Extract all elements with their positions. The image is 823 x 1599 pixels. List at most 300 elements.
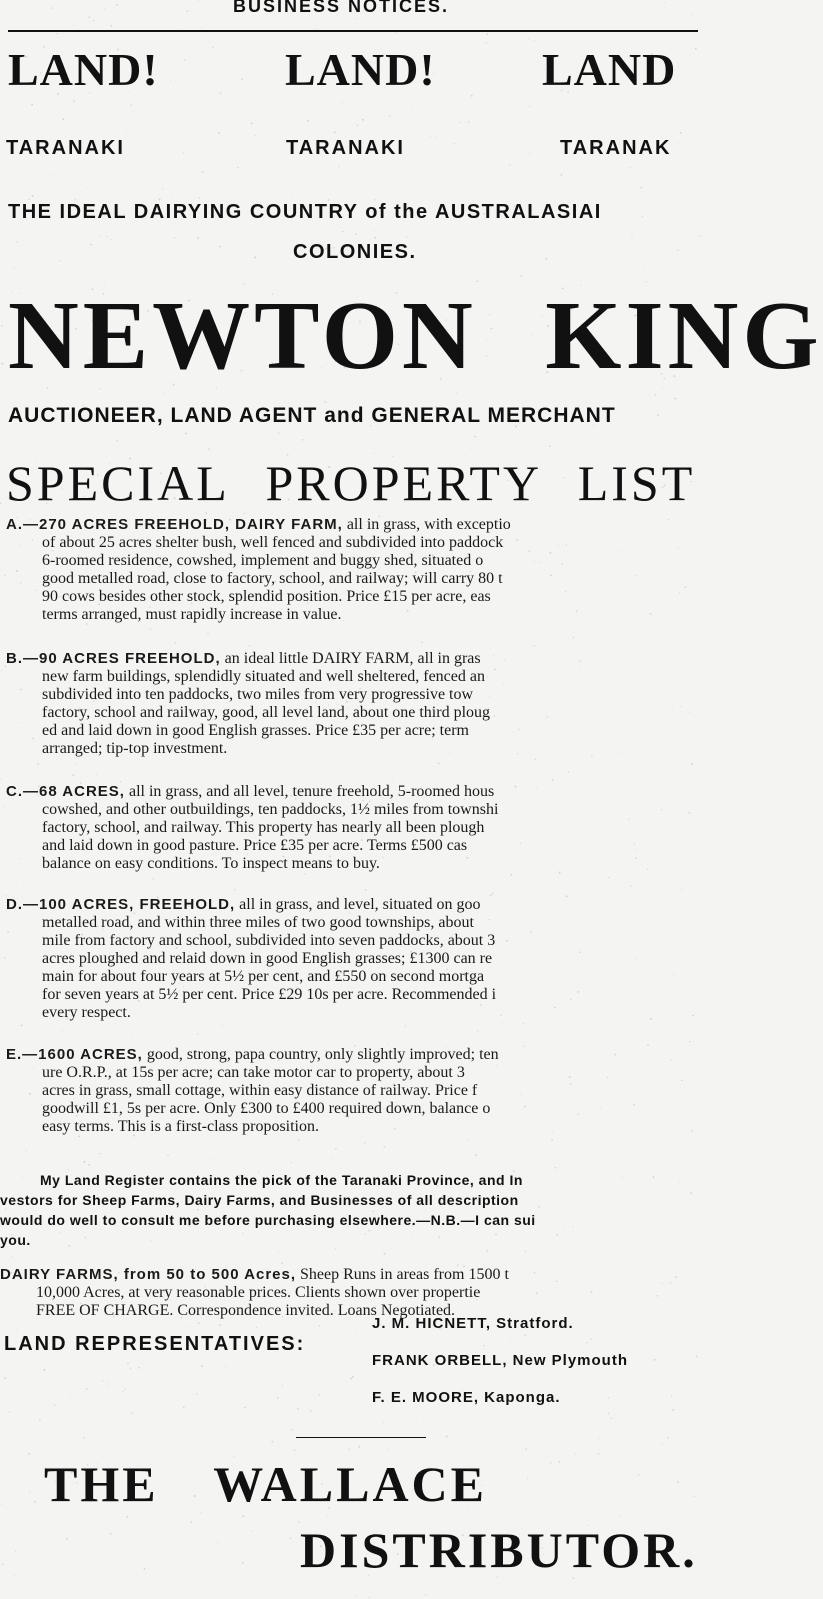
paper-speck — [338, 166, 339, 167]
paper-speck — [177, 158, 178, 159]
paper-speck — [334, 131, 336, 133]
tagline-line-2: COLONIES. — [293, 241, 417, 263]
paper-speck — [0, 778, 1, 779]
paper-speck — [392, 779, 393, 780]
paper-speck — [234, 889, 235, 890]
paper-speck — [120, 781, 121, 782]
paper-speck — [107, 236, 108, 237]
listing-line: terms arranged, must rapidly increase in value. — [42, 606, 342, 623]
listing-a — [6, 516, 726, 624]
paper-speck — [116, 4, 118, 6]
paper-speck — [219, 246, 221, 248]
paper-speck — [549, 445, 551, 447]
listing-text: all in grass, and level, situated on goo — [235, 896, 481, 913]
paper-speck — [524, 1335, 526, 1337]
dairy-line: FREE OF CHARGE. Correspondence invited. Loans Negotiated. — [36, 1302, 456, 1319]
listing-line: cowshed, and other outbuildings, ten paddocks, 1½ miles from townshi — [42, 801, 499, 818]
paper-speck — [278, 1251, 279, 1252]
paper-speck — [197, 237, 199, 239]
paper-speck — [555, 1167, 557, 1169]
paper-speck — [58, 109, 59, 110]
listing-line: main for about four years at 5½ per cent, and £550 on second mortga — [42, 968, 485, 985]
paper-speck — [568, 771, 569, 772]
paper-speck — [256, 1327, 257, 1328]
register-line: would do well to consult me before purchasing elsewhere.—N.B.—I can sui — [0, 1212, 536, 1228]
paper-speck — [642, 216, 643, 217]
paper-speck — [110, 25, 112, 27]
paper-speck — [84, 1161, 86, 1163]
listing-text: all in grass, and all level, tenure freehold, 5-roomed hous — [124, 783, 495, 800]
listing-text: an ideal little DAIRY FARM, all in gras — [220, 650, 481, 667]
paper-speck — [255, 135, 256, 136]
taranaki-label-3: TARANAK — [560, 137, 672, 159]
paper-speck — [477, 1030, 478, 1031]
paper-speck — [207, 633, 208, 634]
paper-speck — [39, 1420, 41, 1422]
paper-speck — [1, 363, 3, 365]
paper-speck — [291, 1162, 292, 1163]
paper-speck — [132, 1037, 133, 1038]
paper-speck — [545, 258, 547, 260]
paper-speck — [620, 1515, 621, 1516]
listing-line: balance on easy conditions. To inspect means to buy. — [42, 855, 380, 872]
listing-c — [6, 783, 726, 873]
paper-speck — [630, 885, 631, 886]
paper-speck — [174, 237, 175, 238]
paper-speck — [695, 48, 697, 50]
paper-speck — [341, 102, 342, 103]
paper-speck — [299, 1422, 300, 1423]
listing-e — [6, 1046, 726, 1136]
paper-speck — [355, 1328, 356, 1329]
paper-speck — [208, 448, 210, 450]
listing-line: 6-roomed residence, cowshed, implement and buggy shed, situated o — [42, 552, 484, 569]
paper-speck — [200, 258, 201, 259]
paper-speck — [319, 1394, 320, 1395]
paper-speck — [277, 1397, 279, 1399]
paper-speck — [546, 98, 547, 99]
listing-line: mile from factory and school, subdivided into seven paddocks, about 3 — [42, 932, 496, 949]
paper-speck — [125, 4, 126, 5]
listing-line: for seven years at 5½ per cent. Price £29 10s per acre. Recommended i — [42, 986, 497, 1003]
register-line: vestors for Sheep Farms, Dairy Farms, and Businesses of all description — [0, 1192, 519, 1208]
listing-line: subdivided into ten paddocks, two miles from very progressive tow — [42, 686, 474, 703]
paper-speck — [244, 1407, 246, 1409]
paper-speck — [205, 512, 207, 514]
paper-speck — [88, 16, 90, 18]
paper-speck — [12, 116, 13, 117]
paper-speck — [75, 199, 76, 200]
paper-speck — [421, 642, 423, 644]
paper-speck — [341, 447, 342, 448]
paper-speck — [97, 261, 98, 262]
paper-speck — [34, 1501, 36, 1503]
paper-speck — [348, 1449, 350, 1451]
paper-speck — [551, 1139, 553, 1141]
paper-speck — [241, 79, 243, 81]
paper-speck — [454, 143, 455, 144]
paper-speck — [534, 645, 535, 646]
listing-text: good, strong, papa country, only slightly improved; ten — [142, 1046, 499, 1063]
paper-speck — [357, 125, 358, 126]
paper-speck — [130, 1368, 131, 1369]
listing-line: acres in grass, small cottage, within easy distance of railway. Price f — [42, 1082, 478, 1099]
listing-line: good metalled road, close to factory, school, and railway; will carry 80 t — [42, 570, 503, 587]
paper-speck — [672, 1409, 674, 1411]
paper-speck — [244, 513, 245, 514]
listing-d — [6, 896, 726, 1022]
paper-speck — [237, 167, 239, 169]
listing-text: all in grass, with exceptio — [342, 516, 511, 533]
paper-speck — [70, 1397, 71, 1398]
paper-speck — [281, 1262, 283, 1264]
paper-speck — [272, 1441, 274, 1443]
listing-line: goodwill £1, 5s per acre. Only £300 to £400 required down, balance o — [42, 1100, 491, 1117]
paper-speck — [529, 153, 530, 154]
paper-speck — [325, 401, 327, 403]
paper-speck — [471, 95, 473, 97]
paper-speck — [72, 774, 74, 776]
paper-speck — [119, 1417, 120, 1418]
paper-speck — [3, 806, 4, 807]
paper-speck — [396, 32, 397, 33]
paper-speck — [62, 1030, 63, 1031]
representatives-label: LAND REPRESENTATIVES: — [4, 1333, 306, 1355]
paper-speck — [53, 175, 54, 176]
paper-speck — [657, 414, 659, 416]
paper-speck — [671, 1396, 672, 1397]
paper-speck — [509, 164, 510, 165]
paper-speck — [677, 249, 678, 250]
paper-speck — [196, 1393, 197, 1394]
paper-speck — [93, 1428, 94, 1429]
paper-speck — [188, 2, 189, 3]
paper-speck — [662, 1443, 663, 1444]
paper-speck — [162, 188, 163, 189]
paper-speck — [699, 22, 700, 23]
next-ad-title-line-1: THE WALLACE — [44, 1456, 488, 1512]
paper-speck — [677, 1428, 678, 1429]
listing-line: of about 25 acres shelter bush, well fenced and subdivided into paddock — [42, 534, 504, 551]
paper-speck — [356, 1595, 357, 1596]
paper-speck — [225, 1366, 226, 1367]
paper-speck — [63, 118, 65, 120]
paper-speck — [219, 1324, 221, 1326]
listing-line: 90 cows besides other stock, splendid position. Price £15 per acre, eas — [42, 588, 491, 605]
paper-speck — [117, 440, 118, 441]
paper-speck — [107, 1383, 108, 1384]
paper-speck — [251, 122, 253, 124]
paper-speck — [73, 25, 74, 26]
paper-speck — [608, 877, 609, 878]
paper-speck — [681, 889, 682, 890]
paper-speck — [32, 195, 34, 197]
paper-speck — [4, 1377, 6, 1379]
paper-speck — [430, 136, 431, 137]
paper-speck — [83, 1437, 85, 1439]
paper-speck — [475, 1154, 477, 1156]
listing-lead: E.—1600 ACRES, — [6, 1046, 143, 1063]
paper-speck — [689, 1041, 690, 1042]
listing-lead: B.—90 ACRES FREEHOLD, — [6, 650, 221, 667]
taranaki-label-2: TARANAKI — [286, 137, 405, 159]
listing-line: easy terms. This is a first-class proposition. — [42, 1118, 319, 1135]
paper-speck — [294, 1449, 296, 1451]
paper-speck — [170, 81, 171, 82]
paper-speck — [529, 106, 530, 107]
listing-line: and laid down in good pasture. Price £35 per acre. Terms £500 cas — [42, 837, 468, 854]
advertiser-name: NEWTON KING — [8, 282, 823, 390]
paper-speck — [249, 645, 251, 647]
paper-speck — [150, 629, 152, 631]
paper-speck — [523, 763, 524, 764]
paper-speck — [29, 1491, 30, 1492]
paper-speck — [51, 7, 52, 8]
paper-speck — [655, 394, 657, 396]
paper-speck — [460, 122, 461, 123]
paper-speck — [215, 105, 216, 106]
paper-speck — [191, 1521, 193, 1523]
representative-name: F. E. MOORE, Kaponga. — [372, 1389, 561, 1406]
listing-line: ure O.R.P., at 15s per acre; can take motor car to property, about 3 — [42, 1064, 465, 1081]
paper-speck — [254, 257, 256, 259]
listing-line: every respect. — [42, 1004, 131, 1021]
paper-speck — [138, 1367, 140, 1369]
paper-speck — [215, 1428, 216, 1429]
taranaki-label-1: TARANAKI — [6, 137, 125, 159]
paper-speck — [75, 252, 76, 253]
paper-speck — [674, 398, 676, 400]
paper-speck — [468, 121, 470, 123]
paper-speck — [282, 1385, 283, 1386]
paper-speck — [364, 1142, 365, 1143]
paper-speck — [365, 889, 367, 891]
paper-speck — [356, 1579, 357, 1580]
paper-speck — [1, 325, 2, 326]
paper-speck — [210, 1158, 211, 1159]
listing-line: factory, school and railway, good, all level land, about one third ploug — [42, 704, 491, 721]
paper-speck — [319, 1325, 321, 1327]
paper-speck — [528, 39, 529, 40]
paper-speck — [86, 1388, 88, 1390]
paper-speck — [31, 104, 33, 106]
paper-speck — [187, 10, 189, 12]
paper-speck — [202, 171, 204, 173]
paper-speck — [7, 1260, 8, 1261]
paper-speck — [388, 1043, 389, 1044]
paper-speck — [66, 1538, 68, 1540]
paper-speck — [297, 1408, 298, 1409]
paper-speck — [370, 1359, 371, 1360]
paper-speck — [474, 436, 476, 438]
paper-speck — [100, 1153, 101, 1154]
paper-speck — [290, 1538, 292, 1540]
paper-speck — [467, 1140, 468, 1141]
paper-speck — [123, 112, 124, 113]
paper-speck — [457, 393, 458, 394]
paper-speck — [111, 239, 112, 240]
paper-speck — [37, 763, 39, 765]
paper-speck — [9, 1412, 10, 1413]
land-register-notice — [0, 1170, 720, 1250]
paper-speck — [310, 1410, 312, 1412]
paper-speck — [523, 1023, 524, 1024]
paper-speck — [167, 1154, 168, 1155]
advertiser-trades: AUCTIONEER, LAND AGENT and GENERAL MERCHANT — [8, 404, 616, 427]
paper-speck — [696, 1356, 698, 1358]
paper-speck — [699, 236, 700, 237]
paper-speck — [16, 1329, 17, 1330]
listing-lead: D.—100 ACRES, FREEHOLD, — [6, 896, 236, 913]
paper-speck — [1, 670, 2, 671]
paper-speck — [590, 1338, 592, 1340]
paper-speck — [535, 759, 536, 760]
paper-speck — [127, 1516, 129, 1518]
paper-speck — [73, 100, 75, 102]
representative-name: FRANK ORBELL, New Plymouth — [372, 1352, 629, 1369]
paper-speck — [342, 231, 344, 233]
paper-speck — [412, 109, 413, 110]
paper-speck — [355, 233, 357, 235]
paper-speck — [630, 167, 631, 168]
paper-speck — [677, 1481, 679, 1483]
paper-speck — [462, 1168, 463, 1169]
paper-speck — [93, 20, 95, 22]
paper-speck — [405, 1026, 406, 1027]
paper-speck — [551, 1585, 552, 1586]
paper-speck — [511, 1341, 512, 1342]
paper-speck — [183, 152, 184, 153]
paper-speck — [316, 28, 317, 29]
paper-speck — [0, 503, 1, 505]
paper-speck — [680, 132, 682, 134]
paper-speck — [242, 1515, 244, 1517]
paper-speck — [387, 1449, 388, 1450]
paper-speck — [384, 190, 385, 191]
paper-speck — [384, 1253, 386, 1255]
paper-speck — [16, 241, 17, 242]
paper-speck — [534, 40, 535, 41]
paper-speck — [122, 1391, 123, 1392]
paper-speck — [291, 1429, 292, 1430]
paper-speck — [153, 878, 155, 880]
dairy-lead: DAIRY FARMS, from 50 to 500 Acres, — [0, 1266, 297, 1283]
section-divider — [296, 1437, 426, 1438]
paper-speck — [292, 197, 293, 198]
paper-speck — [510, 874, 512, 876]
listing-line: factory, school, and railway. This property has nearly all been plough — [42, 819, 485, 836]
paper-speck — [383, 1422, 384, 1423]
paper-speck — [664, 2, 665, 3]
paper-speck — [514, 1162, 515, 1163]
paper-speck — [694, 1496, 695, 1497]
paper-speck — [514, 779, 515, 780]
paper-speck — [298, 1139, 299, 1140]
paper-speck — [610, 1418, 611, 1419]
paper-speck — [14, 1575, 15, 1576]
paper-speck — [486, 42, 487, 43]
listing-b — [6, 650, 726, 758]
representative-name: J. M. HICNETT, Stratford. — [372, 1315, 574, 1332]
paper-speck — [374, 237, 376, 239]
paper-speck — [333, 1159, 334, 1160]
paper-speck — [126, 133, 127, 134]
dairy-farms-notice — [0, 1266, 720, 1320]
paper-speck — [573, 637, 574, 638]
paper-speck — [186, 1327, 187, 1328]
paper-speck — [197, 1033, 198, 1034]
paper-speck — [104, 645, 105, 646]
paper-speck — [131, 1412, 132, 1413]
paper-speck — [175, 642, 176, 643]
paper-speck — [198, 0, 199, 1]
paper-speck — [438, 763, 440, 765]
paper-speck — [598, 1438, 599, 1439]
paper-speck — [199, 197, 201, 199]
paper-speck — [201, 27, 202, 28]
paper-speck — [144, 1568, 146, 1570]
paper-speck — [550, 1462, 551, 1463]
paper-speck — [560, 174, 562, 176]
paper-speck — [586, 402, 587, 403]
paper-speck — [668, 1437, 670, 1439]
paper-speck — [520, 275, 522, 277]
paper-speck — [96, 774, 97, 775]
paper-speck — [581, 1348, 582, 1349]
paper-speck — [314, 1583, 315, 1584]
paper-speck — [26, 1150, 27, 1151]
paper-speck — [86, 188, 87, 189]
property-list-title: SPECIAL PROPERTY LIST — [6, 455, 696, 511]
paper-speck — [437, 1339, 438, 1340]
paper-speck — [559, 1461, 561, 1463]
paper-speck — [627, 423, 628, 424]
paper-speck — [276, 174, 277, 175]
paper-speck — [28, 1453, 30, 1455]
paper-speck — [644, 268, 645, 269]
paper-speck — [95, 263, 96, 264]
paper-speck — [2, 990, 3, 991]
paper-speck — [212, 46, 213, 47]
paper-speck — [678, 1366, 679, 1367]
paper-speck — [406, 236, 407, 237]
paper-speck — [527, 1478, 528, 1479]
paper-speck — [217, 1542, 218, 1543]
paper-speck — [221, 1025, 222, 1026]
paper-speck — [102, 1380, 103, 1381]
paper-speck — [446, 1436, 448, 1438]
paper-speck — [76, 764, 77, 765]
paper-speck — [327, 1516, 328, 1517]
paper-speck — [201, 1365, 203, 1367]
paper-speck — [218, 132, 220, 134]
paper-speck — [525, 1250, 526, 1251]
dairy-text: Sheep Runs in areas from 1500 t — [296, 1266, 509, 1283]
paper-speck — [436, 138, 437, 139]
register-line: you. — [0, 1232, 31, 1248]
paper-speck — [552, 779, 554, 781]
paper-speck — [88, 1164, 90, 1166]
paper-speck — [154, 189, 155, 190]
paper-speck — [383, 1146, 385, 1148]
paper-speck — [59, 260, 60, 261]
paper-speck — [575, 1453, 576, 1454]
next-ad-title-line-2: DISTRIBUTOR. — [300, 1522, 698, 1578]
paper-speck — [104, 9, 105, 10]
paper-speck — [120, 1148, 121, 1149]
paper-speck — [13, 267, 14, 268]
paper-speck — [677, 143, 678, 144]
